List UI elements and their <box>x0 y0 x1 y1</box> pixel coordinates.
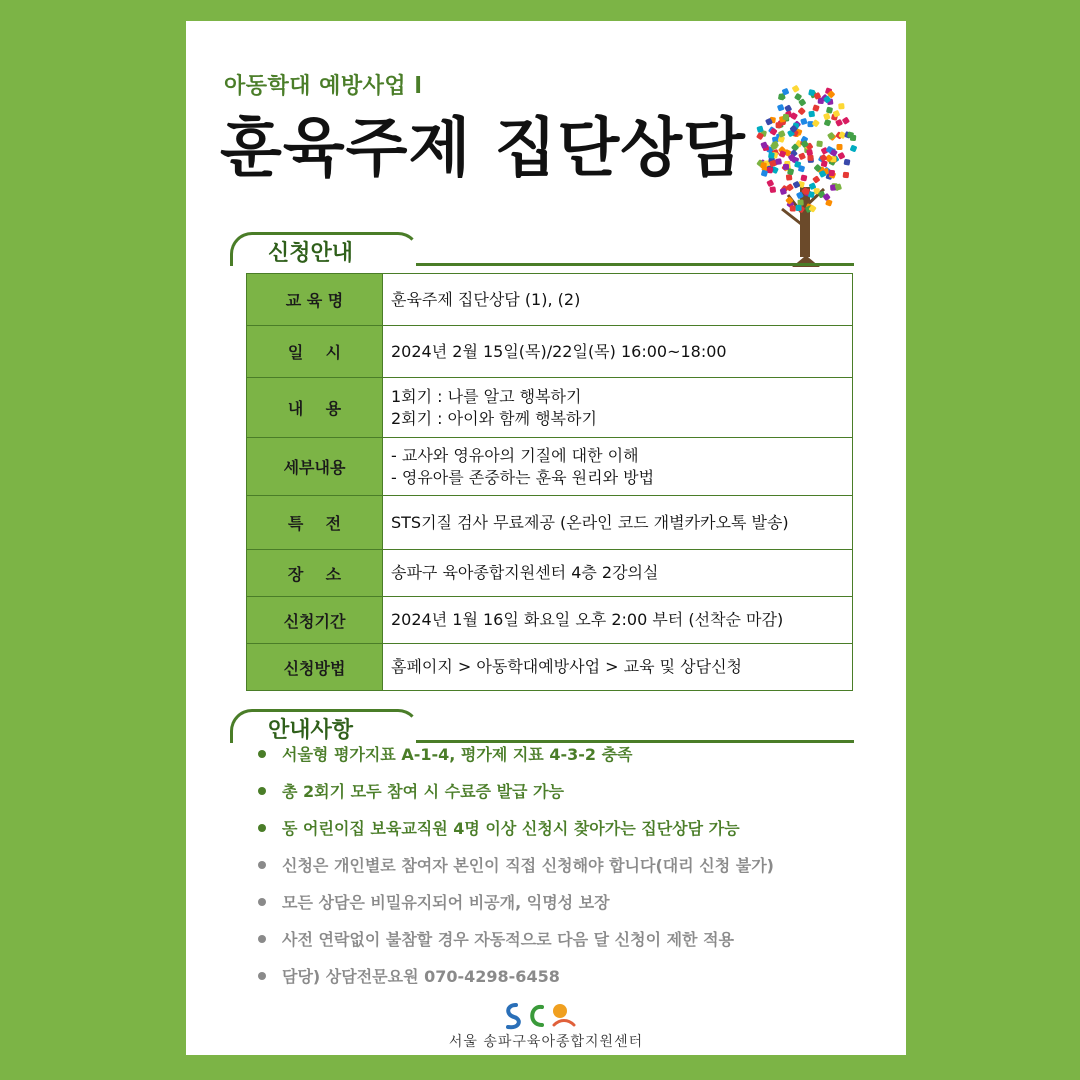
list-item: 신청은 개인별로 참여자 본인이 직접 신청해야 합니다(대리 신청 불가) <box>258 846 774 883</box>
section-title: 안내사항 <box>268 718 354 743</box>
notice-list <box>258 735 774 994</box>
row-key: 교 육 명 <box>247 274 383 326</box>
footer-org-name: 서울 송파구육아종합지원센터 <box>448 1034 644 1050</box>
list-item: 총 2회기 모두 참여 시 수료증 발급 가능 <box>258 772 774 809</box>
list-item: 동 어린이집 보육교직원 4명 이상 신청시 찾아가는 집단상담 가능 <box>258 809 774 846</box>
poster <box>186 21 906 1055</box>
row-value: 송파구 육아종합지원센터 4층 2강의실 <box>383 550 853 597</box>
bullet-icon <box>258 787 266 795</box>
bullet-icon <box>258 861 266 869</box>
page-title: 훈육주제 집단상담 <box>220 112 746 186</box>
table-row <box>247 550 853 597</box>
row-value: 홈페이지 > 아동학대예방사업 > 교육 및 상담신청 <box>383 644 853 691</box>
row-key: 세부내용 <box>247 438 383 496</box>
table-row <box>247 644 853 691</box>
list-item: 서울형 평가지표 A-1-4, 평가제 지표 4-3-2 충족 <box>258 735 774 772</box>
bullet-icon <box>258 750 266 758</box>
table-row <box>247 274 853 326</box>
section-title: 신청안내 <box>268 241 354 266</box>
row-key: 신청방법 <box>247 644 383 691</box>
section-apply-info <box>230 232 854 266</box>
table-row <box>247 326 853 378</box>
list-item: 모든 상담은 비밀유지되어 비공개, 익명성 보장 <box>258 883 774 920</box>
row-value: 1회기 : 나를 알고 행복하기 2회기 : 아이와 함께 행복하기 <box>383 378 853 438</box>
table-row <box>247 496 853 550</box>
list-item: 사전 연락없이 불참할 경우 자동적으로 다음 달 신청이 제한 적용 <box>258 920 774 957</box>
row-key: 신청기간 <box>247 597 383 644</box>
bullet-icon <box>258 898 266 906</box>
page-subtitle: 아동학대 예방사업 l <box>224 74 423 99</box>
row-value: 2024년 2월 15일(목)/22일(목) 16:00~18:00 <box>383 326 853 378</box>
center-logo-icon <box>502 997 582 1033</box>
row-key: 장 소 <box>247 550 383 597</box>
row-key: 일 시 <box>247 326 383 378</box>
table-row <box>247 597 853 644</box>
info-table <box>246 273 853 691</box>
bullet-icon <box>258 824 266 832</box>
bullet-icon <box>258 972 266 980</box>
table-row <box>247 378 853 438</box>
row-value: STS기질 검사 무료제공 (온라인 코드 개별카카오톡 발송) <box>383 496 853 550</box>
list-item: 담당) 상담전문요원 070-4298-6458 <box>258 957 774 994</box>
bullet-icon <box>258 935 266 943</box>
table-row <box>247 438 853 496</box>
row-value: 훈육주제 집단상담 (1), (2) <box>383 274 853 326</box>
row-key: 내 용 <box>247 378 383 438</box>
row-key: 특 전 <box>247 496 383 550</box>
row-value: - 교사와 영유아의 기질에 대한 이해 - 영유아를 존중하는 훈육 원리와 방법 <box>383 438 853 496</box>
row-value: 2024년 1월 16일 화요일 오후 2:00 부터 (선착순 마감) <box>383 597 853 644</box>
